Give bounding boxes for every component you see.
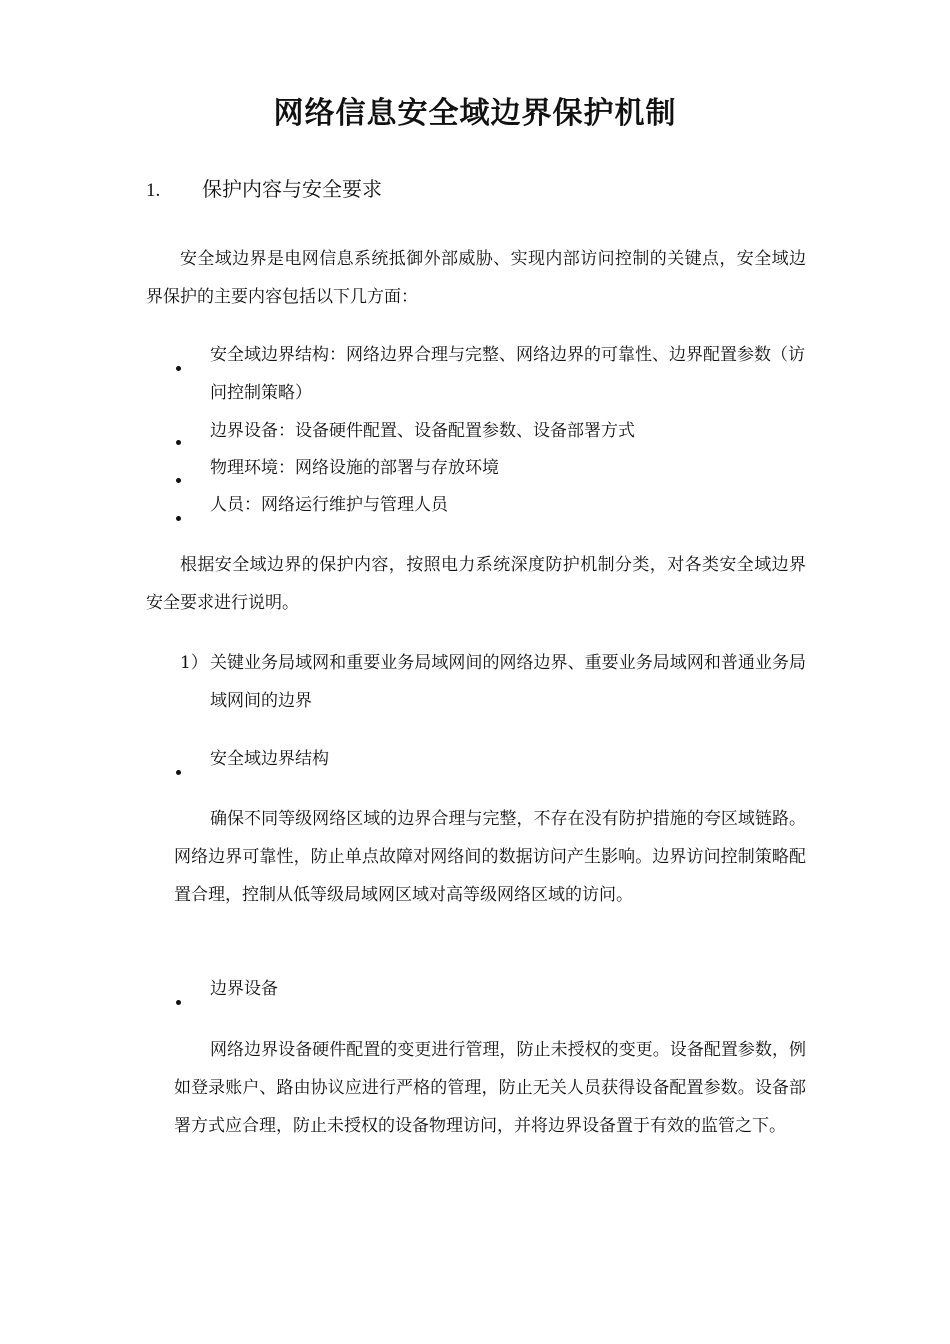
subheading: 边界设备: [210, 979, 278, 999]
section-number: 1.: [146, 180, 161, 201]
bullet-item: 人员：网络运行维护与管理人员: [210, 495, 448, 515]
bullet-dot: [176, 366, 181, 371]
bullet-dot: [176, 478, 181, 483]
paragraph: 确保不同等级网络区域的边界合理与完整，不存在没有防护措施的夸区域链路。网络边界可靠性，防止单点故障对网络间的数据访问产生影响。边界访问控制策略配置合理，控制从低等级局域网区域对高等级网络区域的访问。: [174, 809, 806, 905]
bullet-item: 边界设备：设备硬件配置、设备配置参数、设备部署方式: [210, 421, 635, 441]
bullet-dot: [176, 1000, 181, 1005]
bullet-item: 安全域边界结构：网络边界合理与完整、网络边界的可靠性、边界配置参数（访问控制策略）: [210, 345, 805, 403]
bullet-dot: [176, 770, 181, 775]
section-heading: [146, 174, 806, 206]
document-title: 网络信息安全域边界保护机制: [273, 96, 677, 131]
paragraph: 根据安全域边界的保护内容，按照电力系统深度防护机制分类，对各类安全域边界安全要求进行说明。: [146, 555, 806, 613]
item-text: 关键业务局域网和重要业务局域网间的网络边界、重要业务局域网和普通业务局域网间的边界: [210, 653, 806, 711]
bullet-item: 物理环境：网络设施的部署与存放环境: [210, 458, 499, 478]
bullet-dot: [176, 516, 181, 521]
section-heading-text: 保护内容与安全要求: [202, 177, 382, 201]
bullet-dot: [176, 440, 181, 445]
paragraph: 网络边界设备硬件配置的变更进行管理，防止未授权的变更。设备配置参数，例如登录账户、路由协议应进行严格的管理，防止无关人员获得设备配置参数。设备部署方式应合理，防止未授权的设备物理访问，并将边界设备置于有效的监管之下。: [174, 1040, 806, 1136]
subheading: 安全域边界结构: [210, 749, 329, 769]
item-number: 1）: [180, 653, 208, 673]
intro-paragraph: 安全域边界是电网信息系统抵御外部威胁、实现内部访问控制的关键点，安全域边界保护的主要内容包括以下几方面：: [146, 249, 806, 307]
